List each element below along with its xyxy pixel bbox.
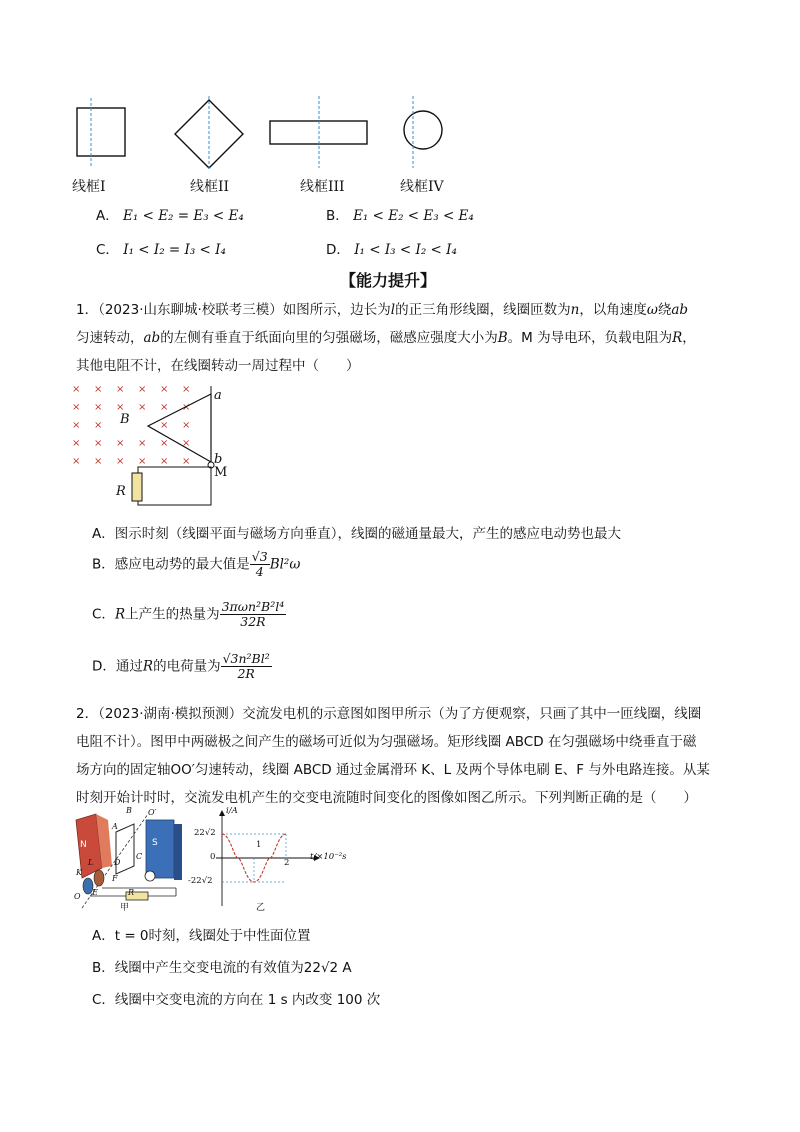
q2-option-a[interactable]: A．t = 0时刻，线圈处于中性面位置 <box>92 928 311 944</box>
magnet-south-side <box>174 824 182 880</box>
jia-label-K: K <box>76 868 82 877</box>
svg-text:×: × <box>72 402 81 413</box>
yi-x2: 2 <box>284 858 290 868</box>
circuit-loop <box>138 467 211 505</box>
jia-label-A: A <box>112 822 118 831</box>
slip-ring-l <box>94 870 104 886</box>
frame-2-label: 线框II <box>190 179 230 195</box>
q1-stem <box>76 296 736 380</box>
option-letter: D． <box>326 242 350 258</box>
svg-text:×: × <box>94 420 103 431</box>
q2-line-4: 时刻开始计时时，交流发电机产生的交变电流随时间变化的图像如图乙所示。下列判断正确的是（ ） <box>76 790 697 806</box>
svg-text:×: × <box>138 402 147 413</box>
ammeter <box>145 871 155 881</box>
jia-label-N: N <box>80 840 87 850</box>
frame-1-label: 线框I <box>72 179 106 195</box>
yi-ytop: 22√2 <box>194 828 216 838</box>
jia-label-L: L <box>88 858 94 867</box>
svg-text:×: × <box>94 456 103 467</box>
option-expression: I₁ < I₂ = I₃ < I₄ <box>123 242 226 258</box>
jia-label-B: B <box>126 806 132 815</box>
magnet-south <box>146 820 174 878</box>
q2-stem <box>76 700 756 812</box>
svg-text:×: × <box>182 456 191 467</box>
svg-text:×: × <box>138 438 147 449</box>
frame-4-shape <box>404 111 442 149</box>
q2-line-2: 电阻不计）。图甲中两磁极之间产生的磁场可近似为匀强磁场。矩形线圈 ABCD 在匀强磁场中绕垂直于磁 <box>76 734 697 750</box>
q1-fig-label-m: M <box>214 465 228 480</box>
svg-text:×: × <box>182 420 191 431</box>
q2-option-c[interactable]: C．线圈中交变电流的方向在 1 s 内改变 100 次 <box>92 992 381 1008</box>
svg-text:×: × <box>72 438 81 449</box>
svg-text:×: × <box>160 420 169 431</box>
svg-text:×: × <box>160 402 169 413</box>
svg-text:×: × <box>160 438 169 449</box>
prev-option-a[interactable] <box>96 204 244 224</box>
fraction: $\frac{\text{√3n²Bl²}}{2R}$ <box>222 651 270 681</box>
q1-line-3: 其他电阻不计，在线圈转动一周过程中（ ） <box>76 358 360 374</box>
option-letter: B． <box>326 208 349 224</box>
yi-zero: 0 <box>210 852 216 862</box>
q2-line-1: 2．（2023·湖南·模拟预测）交流发电机的示意图如图甲所示（为了方便观察，只画了其中一匝线圈，线圈 <box>76 706 702 722</box>
svg-text:×: × <box>116 456 125 467</box>
svg-text:×: × <box>72 456 81 467</box>
prev-option-b[interactable] <box>326 204 474 224</box>
frame-4-label: 线框IV <box>400 179 444 195</box>
svg-text:×: × <box>94 384 103 395</box>
frame-1-shape <box>77 108 125 156</box>
svg-text:×: × <box>160 384 169 395</box>
q1-fig-label-b-upper: B <box>120 412 130 427</box>
svg-text:×: × <box>138 456 147 467</box>
q1-option-d[interactable]: D．通过R的电荷量为 $\frac{\text{√3n²Bl²}}{2R}$ <box>92 651 270 681</box>
jia-label-S: S <box>152 838 158 848</box>
option-expression: I₁ < I₃ < I₂ < I₄ <box>354 242 457 258</box>
q2-line-3: 场方向的固定轴OO′匀速转动，线圈 ABCD 通过金属滑环 K、L 及两个导体电刷 E、F 与外电路连接。从某 <box>76 762 710 778</box>
option-letter: A． <box>96 208 119 224</box>
yi-ybot: -22√2 <box>188 876 213 886</box>
jia-label-D: D <box>114 858 121 867</box>
svg-text:×: × <box>116 384 125 395</box>
frame-3-label: 线框III <box>300 179 345 195</box>
q1-fig-label-b: b <box>214 452 223 467</box>
fraction: $\frac{√3}{4}$ <box>251 549 268 579</box>
y-axis-arrow <box>219 810 225 816</box>
yi-ylabel: i/A <box>226 806 238 816</box>
q1-line-1: 1．（2023·山东聊城·校联考三模）如图所示，边长为l的正三角形线圈，线圈匝数为n，以角速度ω绕ab <box>76 302 689 318</box>
yi-caption: 乙 <box>256 903 266 913</box>
svg-text:×: × <box>116 402 125 413</box>
q2-option-b[interactable]: B．线圈中产生交变电流的有效值为22√2 A <box>92 960 352 976</box>
svg-text:×: × <box>182 384 191 395</box>
yi-x1: 1 <box>256 840 262 850</box>
option-expression: E₁ < E₂ = E₃ < E₄ <box>123 208 244 224</box>
svg-text:×: × <box>94 402 103 413</box>
svg-text:×: × <box>72 420 81 431</box>
jia-label-R: R <box>128 888 135 897</box>
svg-text:×: × <box>116 438 125 449</box>
jia-caption: 甲 <box>120 903 130 913</box>
prev-option-c[interactable] <box>96 238 226 258</box>
option-letter: C． <box>96 242 119 258</box>
jia-label-C: C <box>136 852 143 861</box>
q1-option-b[interactable]: B．感应电动势的最大值是 $\frac{√3}{4}$ Bl²ω <box>92 549 301 579</box>
yi-xlabel: t/×10⁻²s <box>310 852 347 862</box>
triangle-coil <box>148 394 211 462</box>
q1-fig-label-r: R <box>116 484 126 499</box>
q1-line-2: 匀速转动，ab的左侧有垂直于纸面向里的匀强磁场，磁感应强度大小为B。M 为导电环，负载电阻为R， <box>76 330 696 346</box>
magnetic-field-crosses <box>72 384 190 467</box>
jia-label-E: E <box>92 888 98 897</box>
q1-fig-label-a: a <box>214 388 222 403</box>
prev-option-d[interactable] <box>326 238 457 258</box>
jia-label-O2: O′ <box>148 808 157 817</box>
section-title: 【能力提升】 <box>340 271 437 290</box>
option-expression: E₁ < E₂ < E₃ < E₄ <box>353 208 474 224</box>
svg-text:×: × <box>160 456 169 467</box>
svg-text:×: × <box>182 438 191 449</box>
q1-option-a[interactable]: A．图示时刻（线圈平面与磁场方向垂直），线圈的磁通量最大，产生的感应电动势也最大 <box>92 526 621 542</box>
svg-text:×: × <box>72 384 81 395</box>
jia-label-F: F <box>112 874 118 883</box>
svg-text:×: × <box>138 384 147 395</box>
jia-label-O: O <box>74 892 81 901</box>
svg-text:×: × <box>182 402 191 413</box>
resistor-r <box>132 473 142 501</box>
q1-option-c[interactable]: C．R上产生的热量为 $\frac{\text{3πωn²B²l⁴}}{32R}$ <box>92 599 285 629</box>
svg-text:×: × <box>94 438 103 449</box>
fraction: $\frac{\text{3πωn²B²l⁴}}{32R}$ <box>221 599 285 629</box>
